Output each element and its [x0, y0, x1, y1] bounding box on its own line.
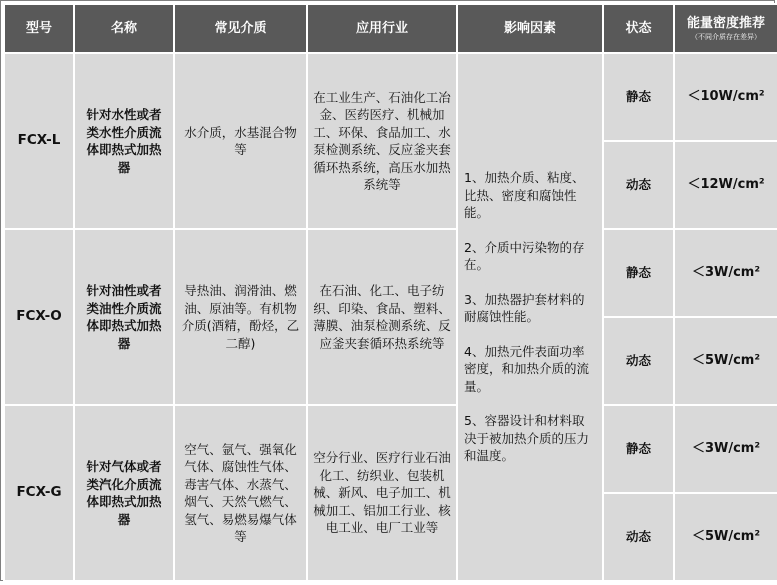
name-cell: 针对油性或者类油性介质流体即热式加热器 [74, 229, 174, 405]
state-cell: 动态 [603, 317, 674, 405]
state-cell: 动态 [603, 141, 674, 229]
name-cell: 针对气体或者类汽化介质流体即热式加热器 [74, 405, 174, 581]
header-density-note: （不同介质存在差异） [691, 32, 761, 41]
factor-item: 3、加热器护套材料的耐腐蚀性能。 [464, 291, 585, 325]
header-model: 型号 [4, 4, 74, 53]
table-row [4, 229, 777, 317]
header-density [674, 4, 777, 53]
density-cell: ＜5W/cm² [674, 317, 777, 405]
name-cell: 针对水性或者类水性介质流体即热式加热器 [74, 53, 174, 229]
header-density-title: 能量密度推荐 [686, 16, 765, 32]
density-cell: ＜10W/cm² [674, 53, 777, 141]
factor-item: 5、容器设计和材料取决于被加热介质的压力和温度。 [464, 413, 590, 464]
heater-spec-table [3, 3, 777, 582]
header-medium: 常见介质 [174, 4, 307, 53]
model-cell: FCX-L [4, 53, 74, 229]
state-cell: 静态 [603, 53, 674, 141]
factors-cell [457, 53, 603, 581]
factor-item: 2、介质中污染物的存在。 [464, 239, 585, 273]
model-cell: FCX-O [4, 229, 74, 405]
header-state: 状态 [603, 4, 674, 53]
header-industry: 应用行业 [307, 4, 457, 53]
density-cell: ＜3W/cm² [674, 405, 777, 493]
state-cell: 静态 [603, 229, 674, 317]
table-row [4, 405, 777, 493]
density-cell: ＜12W/cm² [674, 141, 777, 229]
medium-cell: 水介质，水基混合物等 [174, 53, 307, 229]
medium-cell: 空气、氩气、强氧化气体、腐蚀性气体、毒害气体、水蒸气、烟气、天然气燃气、氢气、易燃易爆气体等 [174, 405, 307, 581]
state-cell: 动态 [603, 493, 674, 581]
header-name: 名称 [74, 4, 174, 53]
industry-cell: 在工业生产、石油化工冶金、医药医疗、机械加工、环保、食品加工、水泵检测系统、反应釜夹套循环热系统，高压水加热系统等 [307, 53, 457, 229]
density-cell: ＜3W/cm² [674, 229, 777, 317]
model-cell: FCX-G [4, 405, 74, 581]
state-cell: 静态 [603, 405, 674, 493]
table-row [4, 53, 777, 141]
industry-cell: 空分行业、医疗行业石油化工、纺织业、包装机械、新风、电子加工、机械加工、铝加工行业、核电工业、电厂工业等 [307, 405, 457, 581]
density-cell: ＜5W/cm² [674, 493, 777, 581]
industry-cell: 在石油、化工、电子纺织、印染、食品、塑料、薄膜、油泵检测系统、反应釜夹套循环热系统等 [307, 229, 457, 405]
header-factors: 影响因素 [457, 4, 603, 53]
factor-item: 1、加热介质、粘度、比热、密度和腐蚀性能。 [464, 170, 585, 221]
header-row [4, 4, 777, 53]
medium-cell: 导热油、润滑油、燃油、原油等。有机物介质(酒精，酚烃，乙二醇) [174, 229, 307, 405]
factor-item: 4、加热元件表面功率密度，和加热介质的流量。 [464, 343, 590, 394]
